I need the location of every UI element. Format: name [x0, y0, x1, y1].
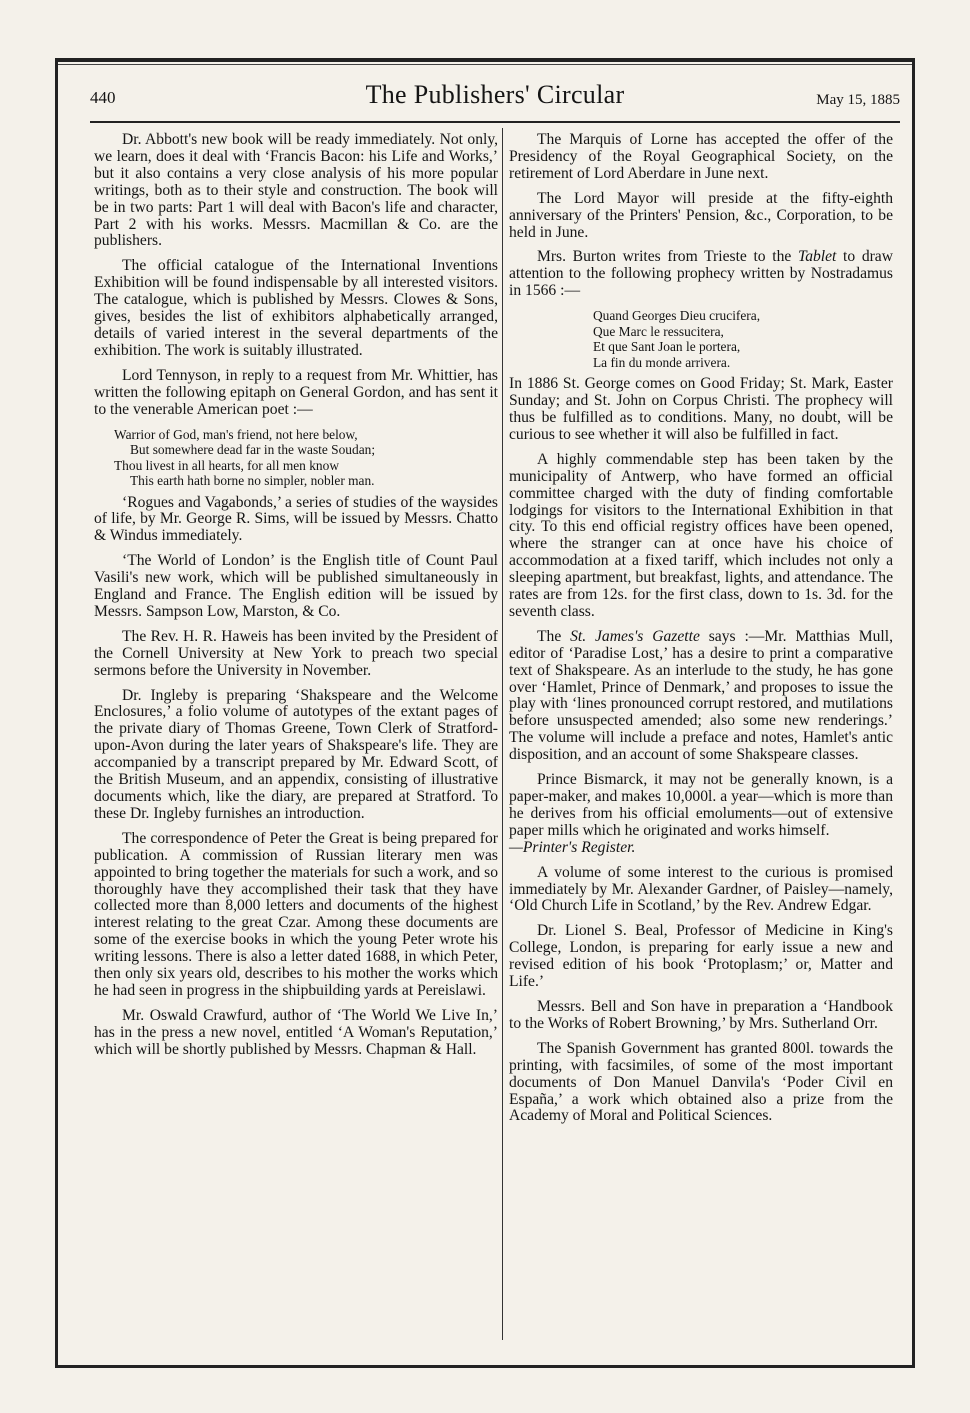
nostradamus-prophecy-poem — [509, 308, 893, 370]
article-paragraph: The correspondence of Peter the Great is being prepared for publication. A commission of Russian literary men was appointed to bring together the materials for such a work, and so thoroughly have they accomplished their task that they have collected more than 8,000 letters and documents of the highest interest relating to the great Czar. Among these documents are some of the exercise books in which the young Peter wrote his writing lessons. There is also a letter dated 1688, in which Peter, then only six years old, describes to his mother the works which he had seen in progress in the shipbuilding yards at Pereislawi. — [94, 829, 498, 999]
page-number: 440 — [90, 88, 116, 107]
poem-line: Warrior of God, man's friend, not here below, — [114, 426, 358, 442]
page-border-top — [55, 58, 915, 62]
issue-date: May 15, 1885 — [816, 92, 900, 108]
article-paragraph: Dr. Lionel S. Beal, Professor of Medicine in King's College, London, is preparing for early issue a new and revised edition of his book ‘Protoplasm;’ or, Matter and Life.’ — [509, 922, 893, 991]
article-paragraph: The Marquis of Lorne has accepted the offer of the Presidency of the Royal Geographical Society, on the retirement of Lord Aberdare in June next. — [509, 131, 893, 182]
article-paragraph: The official catalogue of the International Inventions Exhibition will be found indispensable by all interested visitors. The catalogue, which is published by Messrs. Clowes & Sons, gives, besides the list of exhibitors alphabetically arranged, details of varied interest in the several departments of the exhibition. The work is suitably illustrated. — [94, 257, 498, 359]
text-run: Prince Bismarck, it may not be generally known, is a paper-maker, and makes 10,000l. a year—which is more than he derives from his official emoluments—out of extensive paper mills which he originated and works himself. — [509, 771, 893, 839]
article-paragraph: ‘Rogues and Vagabonds,’ a series of studies of the waysides of life, by Mr. George R. Sims, will be issued by Messrs. Chatto & Windus immediately. — [94, 493, 498, 545]
text-run: The — [537, 627, 571, 645]
article-paragraph — [509, 629, 893, 764]
page-border-right — [912, 58, 915, 1368]
page-border-left — [55, 58, 58, 1368]
page-border-top-inner — [55, 64, 915, 65]
poem-line: But somewhere dead far in the waste Soudan; — [130, 442, 376, 457]
poem-line: La fin du monde arrivera. — [593, 354, 731, 370]
article-paragraph: In 1886 St. George comes on Good Friday; St. Mark, Easter Sunday; and St. John on Corpus Christi. The prophecy will thus be fulfilled as to conditions. Many, no doubt, will be curious to see whether it will also be fulfilled in fact. — [509, 375, 893, 443]
gordon-epitaph-poem — [94, 427, 498, 489]
page-border-bottom — [55, 1365, 915, 1368]
poem-line: Thou livest in all hearts, for all men know — [114, 457, 339, 473]
article-paragraph — [509, 772, 893, 857]
article-paragraph: ‘The World of London’ is the English title of Count Paul Vasili's new work, which will be published simultaneously in England and France. The English edition will be issued by Messrs. Sampson Low, Marston, & Co. — [94, 552, 498, 620]
poem-line: Et que Sant Joan le portera, — [593, 339, 741, 355]
article-paragraph: The Spanish Government has granted 800l. towards the printing, with facsimiles, of some of the most important documents of Don Manuel Danvila's ‘Poder Civil en España,’ a work which obtained also a prize from the Academy of Moral and Political Sciences. — [509, 1039, 893, 1125]
publication-title: St. James's Gazette — [570, 627, 700, 645]
article-paragraph: Lord Tennyson, in reply to a request from Mr. Whittier, has written the following epitaph on General Gordon, and has sent it to the venerable American poet :— — [94, 366, 498, 418]
article-paragraph: Dr. Ingleby is preparing ‘Shakspeare and the Welcome Enclosures,’ a folio volume of autotypes of the extant pages of the private diary of Thomas Greene, Town Clerk of Stratford-upon-Avon during the later years of Shakspeare's life. They are accompanied by a transcript prepared by Mr. Edward Scott, of the British Museum, and an appendix, consisting of illustrative documents which, like the diary, are prepared at Stratford. To these Dr. Ingleby furnishes an introduction. — [94, 686, 498, 822]
text-run: Mrs. Burton writes from Trieste to the — [537, 248, 798, 266]
article-paragraph: The Rev. H. R. Haweis has been invited by the President of the Cornell University at New York to preach two special sermons before the University in November. — [94, 627, 498, 679]
header-rule — [90, 121, 900, 123]
text-run: to draw attention to the following prophecy written by Nostradamus in 1566 :— — [509, 248, 893, 300]
column-rule — [502, 128, 503, 1340]
poem-line: This earth hath borne no simpler, nobler man. — [130, 473, 375, 488]
publication-title: Tablet — [797, 248, 837, 266]
article-paragraph: Messrs. Bell and Son have in preparation a ‘Handbook to the Works of Robert Browning,’ by Mrs. Sutherland Orr. — [509, 997, 893, 1032]
source-attribution: —Printer's Register. — [509, 838, 636, 856]
right-column — [509, 132, 893, 1133]
article-paragraph: Dr. Abbott's new book will be ready immediately. Not only, we learn, does it deal with ‘Francis Bacon: his Life and Works,’ but it also contains a very close analysis of his more popular writings, both as to their style and construction. The book will be in two parts: Part 1 will deal with Bacon's life and character, Part 2 with his works. Messrs. Macmillan & Co. are the publishers. — [94, 131, 498, 250]
poem-line: Que Marc le ressucitera, — [593, 323, 724, 339]
poem-line: Quand Georges Dieu crucifera, — [593, 308, 761, 324]
journal-title: The Publishers' Circular — [365, 80, 625, 109]
article-paragraph: Mr. Oswald Crawfurd, author of ‘The World We Live In,’ has in the press a new novel, entitled ‘A Woman's Reputation,’ which will be shortly published by Messrs. Chapman & Hall. — [94, 1006, 498, 1058]
article-paragraph: A highly commendable step has been taken by the municipality of Antwerp, who have formed an official committee charged with the duty of finding comfortable lodgings for visitors to the International Exhibition in that city. To this end official registry offices have been opened, where the stranger can at once have his choice of accommodation at a fixed tariff, which includes not only a sleeping apartment, but breakfast, lights, and attendance. The rates are from 12s. for the first class, down to 1s. 3d. for the seventh class. — [509, 450, 893, 620]
left-column — [94, 132, 498, 1067]
article-paragraph: The Lord Mayor will preside at the fifty-eighth anniversary of the Printers' Pension, &c., Corporation, to be held in June. — [509, 189, 893, 241]
page-header — [90, 80, 900, 120]
text-run: says :—Mr. Matthias Mull, editor of ‘Paradise Lost,’ has a desire to print a comparative text of Shakspeare. As an interlude to the study, he has gone over ‘Hamlet, Prince of Denmark,’ and proposes to issue the play with ‘lines pronounced corrupt restored, and mutilations before unsuspected amended; also some new renderings.’ The volume will include a preface and notes, Hamlet's antic disposition, and an account of some Shakspeare classes. — [509, 627, 893, 764]
article-paragraph: A volume of some interest to the curious is promised immediately by Mr. Alexander Gardner, of Paisley—namely, ‘Old Church Life in Scotland,’ by the Rev. Andrew Edgar. — [509, 863, 893, 915]
article-paragraph — [509, 249, 893, 300]
